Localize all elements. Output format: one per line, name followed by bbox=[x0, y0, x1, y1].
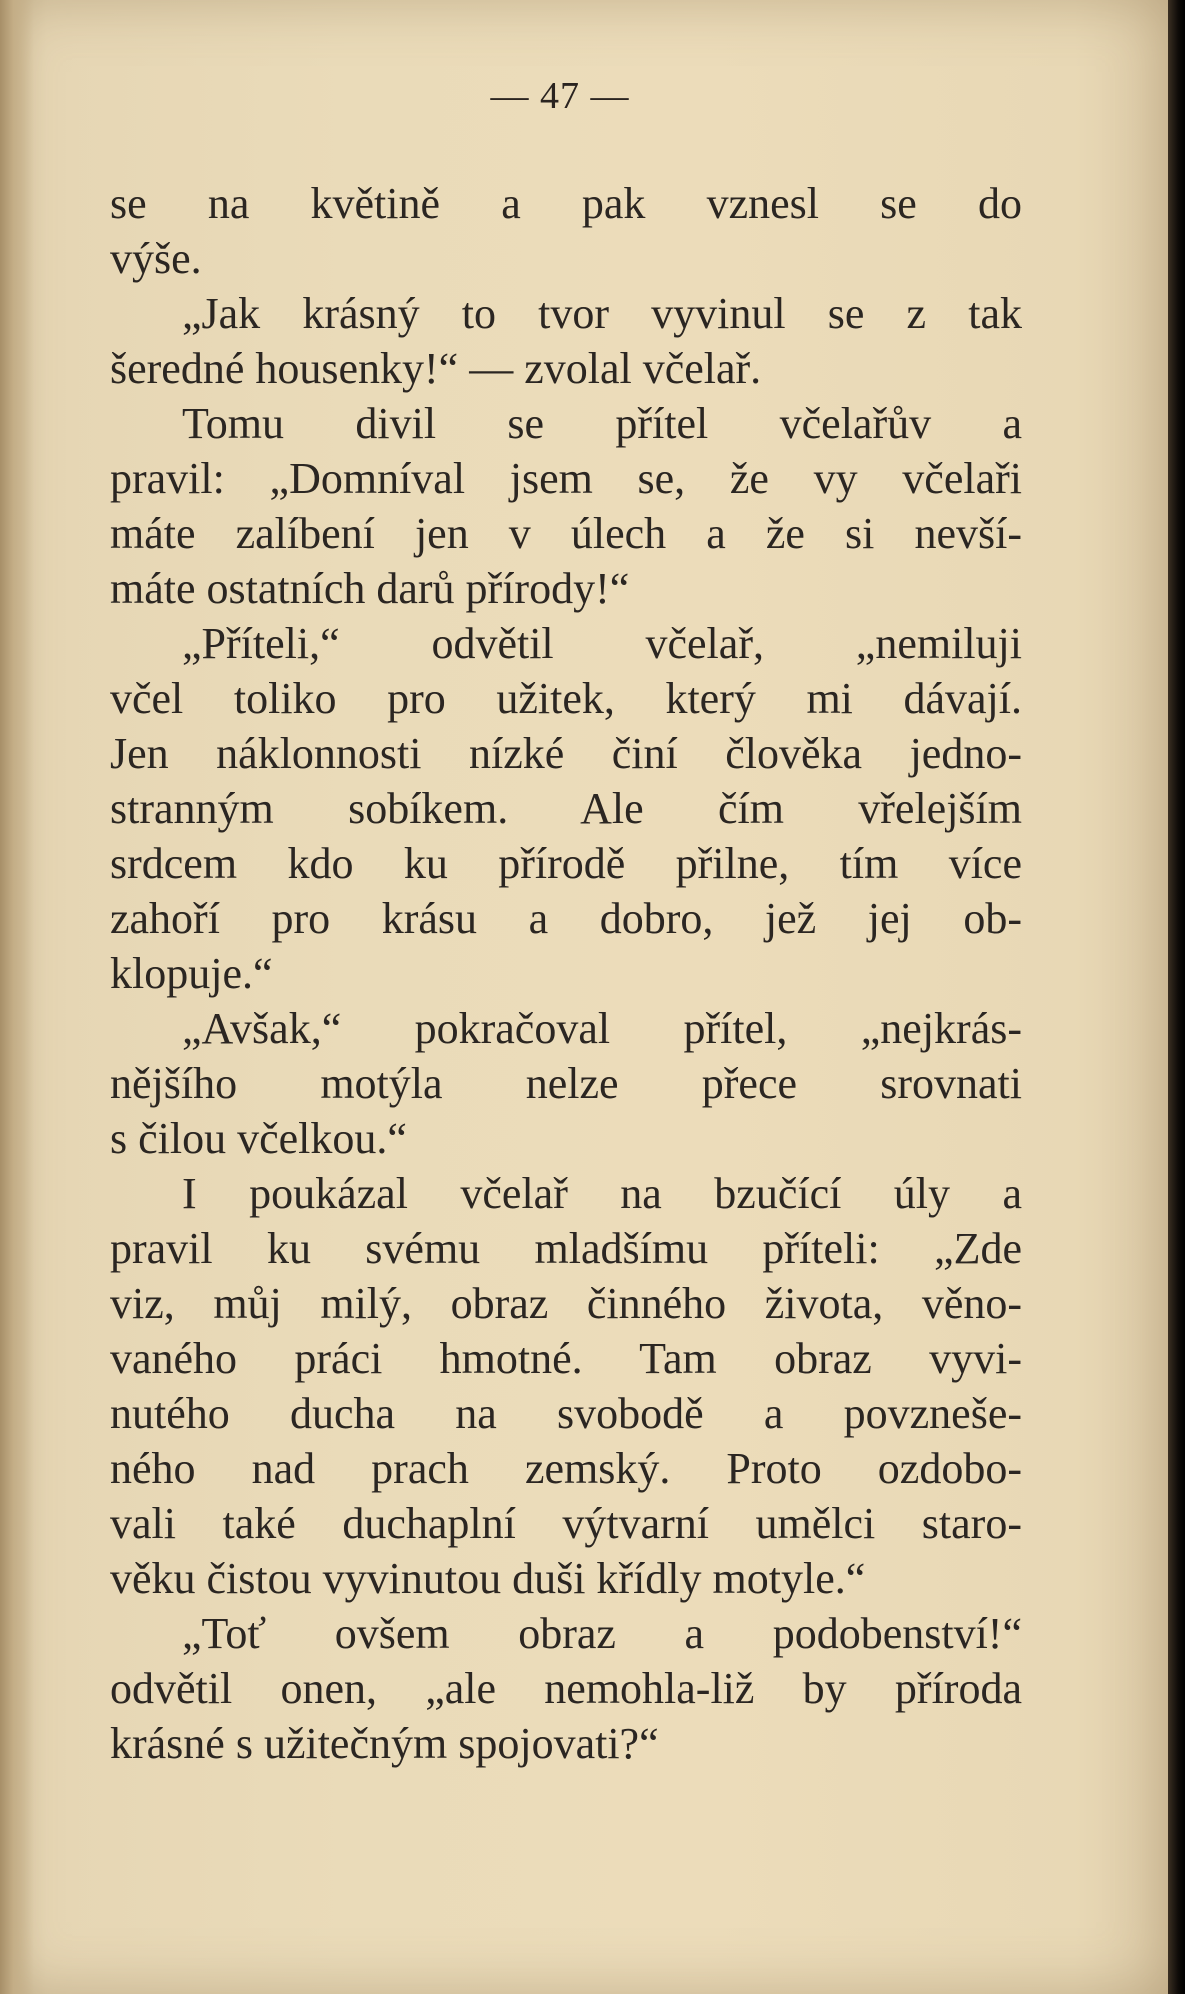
text-line: ného nad prach zemský. Proto ozdobo- bbox=[110, 1444, 1022, 1493]
text-line: pravil ku svému mladšímu příteli: „Zde bbox=[110, 1224, 1022, 1273]
text-line: zahoří pro krásu a dobro, jež jej ob- bbox=[110, 894, 1022, 943]
text-line: viz, můj milý, obraz činného života, věno- bbox=[110, 1279, 1022, 1328]
text-line: včel toliko pro užitek, který mi dávají. bbox=[110, 674, 1022, 723]
spine-shadow bbox=[0, 0, 34, 1994]
body-text bbox=[110, 176, 1022, 1771]
text-line: „Jak krásný to tvor vyvinul se z tak bbox=[182, 289, 1022, 338]
text-line: Jen náklonnosti nízké činí člověka jedno- bbox=[110, 729, 1022, 778]
text-line: věku čistou vyvinutou duši křídly motyle.“ bbox=[110, 1554, 866, 1603]
text-line: I poukázal včelař na bzučící úly a bbox=[182, 1169, 1022, 1218]
text-line: máte zalíbení jen v úlech a že si nevší- bbox=[110, 509, 1022, 558]
text-line: se na květině a pak vznesl se do bbox=[110, 179, 1022, 228]
text-line: pravil: „Domníval jsem se, že vy včelaři bbox=[110, 454, 1022, 503]
text-line: stranným sobíkem. Ale čím vřelejším bbox=[110, 784, 1022, 833]
text-line: výše. bbox=[110, 234, 202, 283]
text-line: nějšího motýla nelze přece srovnati bbox=[110, 1059, 1022, 1108]
page-number: — 47 — bbox=[490, 75, 630, 117]
text-line: vali také duchaplní výtvarní umělci staro- bbox=[110, 1499, 1022, 1548]
text-line: „Avšak,“ pokračoval přítel, „nejkrás- bbox=[182, 1004, 1022, 1053]
text-line: Tomu divil se přítel včelařův a bbox=[182, 399, 1022, 448]
text-line: vaného práci hmotné. Tam obraz vyvi- bbox=[110, 1334, 1022, 1383]
text-line: „Toť ovšem obraz a podobenství!“ bbox=[182, 1609, 1022, 1658]
text-line: máte ostatních darů přírody!“ bbox=[110, 564, 630, 613]
text-line: „Příteli,“ odvětil včelař, „nemiluji bbox=[182, 619, 1022, 668]
text-line: srdcem kdo ku přírodě přilne, tím více bbox=[110, 839, 1022, 888]
text-line: šeredné housenky!“ — zvolal včelař. bbox=[110, 344, 762, 393]
text-line: klopuje.“ bbox=[110, 949, 273, 998]
text-line: krásné s užitečným spojovati?“ bbox=[110, 1719, 659, 1768]
text-line: s čilou včelkou.“ bbox=[110, 1114, 407, 1163]
text-line: odvětil onen, „ale nemohla-liž by příroda bbox=[110, 1664, 1022, 1713]
text-line: nutého ducha na svobodě a povzneše- bbox=[110, 1389, 1022, 1438]
page-edge bbox=[1168, 0, 1185, 1994]
